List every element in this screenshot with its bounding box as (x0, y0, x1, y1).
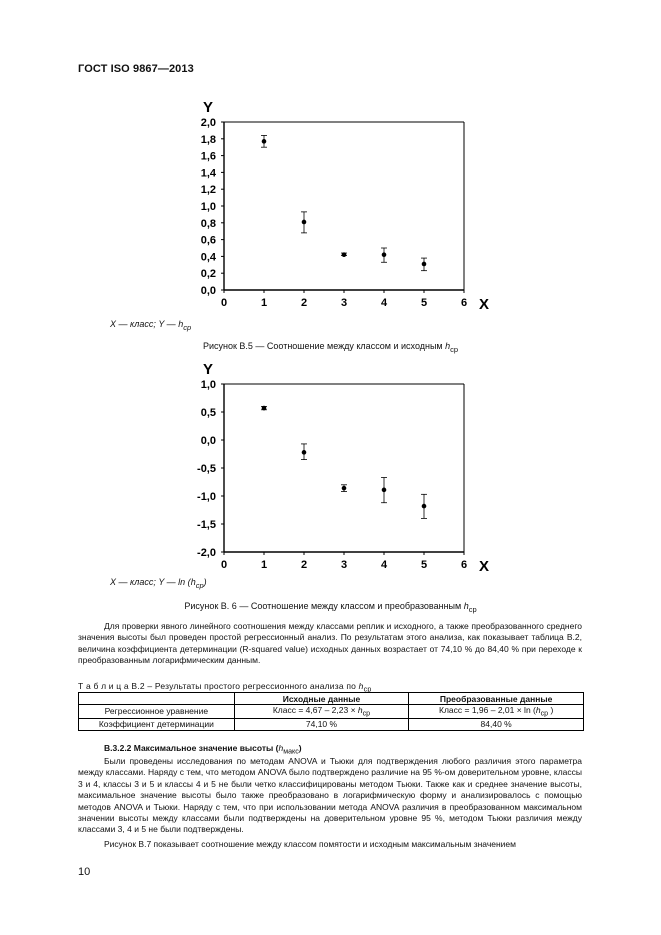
section-heading-sub: макс (283, 747, 299, 756)
y-tick-label: 0,6 (200, 234, 216, 247)
y-tick-label: 0,0 (200, 435, 216, 447)
x-tick-label: 0 (220, 559, 228, 571)
y-tick-label: 0,0 (200, 285, 216, 297)
cell-raw-equation (234, 705, 409, 719)
x-axis-label: X (478, 296, 490, 313)
x-tick-label: 4 (380, 559, 388, 571)
figure-b5-caption (0, 341, 661, 354)
table-caption-var: h (358, 681, 364, 691)
data-point (262, 406, 267, 411)
table-header-raw: Исходные данные (234, 693, 409, 705)
y-tick-label: 0,8 (200, 217, 216, 230)
table-row (79, 718, 584, 730)
cell-trans-r2: 84,40 % (409, 718, 584, 730)
data-point (302, 220, 307, 225)
cell-raw-eq-sub: ср (362, 709, 371, 718)
legend-b6-suffix: ) (203, 577, 207, 587)
y-axis-label: Y (202, 361, 214, 378)
page-number: 10 (78, 866, 91, 878)
table-row (79, 705, 584, 719)
y-tick-label: -1,5 (197, 519, 216, 531)
cell-raw-eq-var: h (357, 705, 363, 715)
caption-b6-text: Рисунок В. 6 — Соотношение между классом и преобразованным (184, 601, 464, 611)
x-tick-label: 5 (420, 297, 428, 309)
data-point (422, 504, 427, 509)
cell-trans-eq-sub: ср (540, 709, 549, 718)
cell-trans-eq-text: Класс = 1,96 – 2,01 × ln ( (439, 705, 536, 715)
x-tick-label: 1 (260, 559, 268, 571)
chart-plot-b6 (197, 361, 489, 573)
table-header-transformed: Преобразованные данные (409, 693, 584, 705)
figure-b6-caption (0, 601, 661, 614)
section-heading-end: ) (298, 743, 302, 753)
cell-trans-eq-var: h (535, 705, 541, 715)
section-heading-var: h (278, 743, 284, 753)
y-tick-label: 0,4 (200, 251, 216, 264)
data-point (382, 488, 387, 493)
x-tick-label: 6 (460, 297, 468, 309)
caption-b5-text: Рисунок В.5 — Соотношение между классом и исходным (202, 341, 446, 351)
y-tick-label: 1,6 (200, 150, 216, 163)
y-tick-label: -2,0 (197, 547, 216, 559)
caption-b5-var: h (445, 341, 451, 351)
y-tick-label: 1,0 (200, 201, 216, 213)
legend-b5-var: h (178, 319, 184, 329)
data-point (422, 262, 427, 267)
y-tick-label: -1,0 (197, 491, 216, 503)
chart-plot-b5 (201, 99, 489, 313)
x-tick-label: 4 (380, 297, 388, 309)
row-label-equation: Регрессионное уравнение (79, 705, 235, 719)
legend-b6-text: X — класс; Y — ln ( (110, 577, 191, 587)
data-point (342, 252, 347, 257)
y-tick-label: 1,8 (200, 133, 216, 146)
y-axis-label: Y (202, 99, 214, 116)
table-header-row (79, 693, 584, 705)
chart-figure-b6 (190, 358, 500, 573)
body-paragraph-1 (78, 621, 582, 667)
data-point (262, 139, 267, 144)
section-paragraph-text: Были проведены исследования по методам ANOVA и Тьюки для подтверждения любого различия этого параметра между классами. Наряду с тем, что методом ANOVA было подтверждено различие на 95 %-ом доверительном уровне, классы 3 и 4, классы 3 и 5 и классы 4 и 5 не были четко классифицированы методом Тьюки. Также как и среднее значение высоты, максимальное значение высоты было также преобразовано в логарифмическую форму и анализировалось с помощью методов ANOVA и Тьюки. Наряду с тем, что при использовании метода ANOVA различия в преобразованном максимальном значении высоты между классами были подтверждены на доверительном уровне 95 %, методом Тьюки различия между классами 3, 4 и 5 не были подтверждены. (78, 756, 582, 835)
paragraph-1-text: Для проверки явного линейного соотношения между классами реплик и исходного, а также преобразованного среднего значения высоты был проведен простой регрессионный анализ. По результатам этого анализа, как показывает таблица В.2, величина коэффициента детерминации (R-squared value) исходных данных возрастает от 74,10 % до 84,40 % при переходе к преобразованным логарифмическим данным. (78, 621, 582, 666)
caption-b5-sub: ср (450, 344, 459, 354)
table-caption-sub: ср (363, 685, 372, 694)
x-tick-label: 3 (340, 559, 348, 571)
x-tick-label: 1 (260, 297, 268, 309)
regression-table (78, 692, 584, 731)
data-point (302, 450, 307, 455)
y-tick-label: 1,4 (200, 167, 216, 180)
section-heading (104, 743, 302, 756)
y-tick-label: 0,2 (200, 268, 216, 281)
data-point (382, 252, 387, 257)
table-header-empty (79, 693, 235, 705)
document-header: ГОСТ ISO 9867—2013 (78, 63, 194, 75)
chart-figure-b5 (190, 95, 500, 315)
x-tick-label: 2 (300, 297, 308, 309)
cell-trans-eq-suffix: ) (548, 705, 554, 715)
legend-b5-sub: ср (183, 322, 192, 332)
figure-b5-legend (110, 319, 191, 332)
legend-b5-text: X — класс; Y — (110, 319, 179, 329)
x-tick-label: 3 (340, 297, 348, 309)
legend-b6-var: h (190, 577, 196, 587)
section-paragraph-last: Рисунок В.7 показывает соотношение между классом помятости и исходным максимальным значением (104, 838, 517, 849)
cell-trans-equation (409, 705, 584, 719)
y-tick-label: 1,2 (200, 184, 216, 197)
y-tick-label: 1,0 (200, 379, 216, 391)
figure-b6-legend (110, 577, 207, 590)
x-tick-label: 2 (300, 559, 308, 571)
section-paragraph (78, 756, 582, 850)
data-point (342, 486, 347, 491)
row-label-determination: Коэффициент детерминации (79, 718, 235, 730)
x-axis-label: X (478, 558, 490, 573)
y-tick-label: 2,0 (200, 117, 216, 129)
x-tick-label: 6 (460, 559, 468, 571)
legend-b6-sub: ср (195, 580, 204, 590)
caption-b6-var: h (463, 601, 469, 611)
y-tick-label: -0,5 (197, 463, 216, 475)
cell-raw-r2: 74,10 % (234, 718, 409, 730)
y-tick-label: 0,5 (200, 407, 216, 419)
table-caption-text: Т а б л и ц а В.2 – Результаты простого регрессионного анализа по (78, 681, 359, 691)
caption-b6-sub: ср (468, 604, 477, 614)
cell-raw-eq-text: Класс = 4,67 – 2,23 × (272, 705, 358, 715)
x-tick-label: 5 (420, 559, 428, 571)
section-heading-text: В.3.2.2 Максимальное значение высоты ( (104, 743, 279, 753)
x-tick-label: 0 (220, 297, 228, 309)
